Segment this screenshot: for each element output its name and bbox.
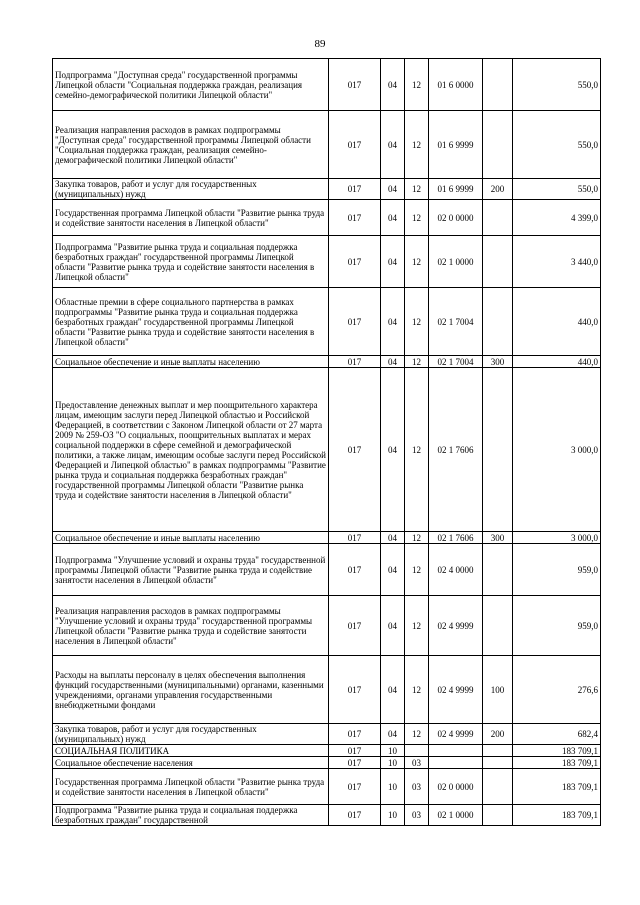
target-article-cell: 02 1 7606 [429,532,483,544]
ministry-code-cell: 017 [329,769,381,805]
table-row [53,805,601,826]
subsection-code-cell: 03 [405,769,429,805]
subsection-code-cell: 12 [405,544,429,596]
target-article-cell: 02 4 9999 [429,596,483,656]
table-row [53,544,601,596]
row-name-cell: Подпрограмма "Улучшение условий и охраны труда" государственной программы Липецкой области "Развитие рынка труда и содействие занятости населения в Липецкой области" [53,544,329,596]
row-name-cell: Реализация направления расходов в рамках подпрограммы "Улучшение условий и охраны труда" государственной программы Липецкой области "Развитие рынка труда и содействие занятости населения в Липецкой области" [53,596,329,656]
subsection-code-cell [405,745,429,757]
row-name-cell: Государственная программа Липецкой области "Развитие рынка труда и содействие занятости населения в Липецкой области" [53,769,329,805]
amount-cell: 183 709,1 [513,769,601,805]
table-row [53,368,601,532]
subsection-code-cell: 12 [405,724,429,745]
table-row [53,745,601,757]
target-article-cell: 02 1 0000 [429,805,483,826]
target-article-cell: 01 6 9999 [429,111,483,179]
target-article-cell [429,745,483,757]
ministry-code-cell: 017 [329,544,381,596]
subsection-code-cell: 12 [405,368,429,532]
subsection-code-cell: 12 [405,179,429,200]
subsection-code-cell: 12 [405,200,429,236]
section-code-cell: 10 [381,745,405,757]
subsection-code-cell: 03 [405,805,429,826]
section-code-cell: 04 [381,288,405,356]
section-code-cell: 04 [381,656,405,724]
target-article-cell: 02 0 0000 [429,200,483,236]
amount-cell: 276,6 [513,656,601,724]
ministry-code-cell: 017 [329,59,381,111]
table-row [53,59,601,111]
row-name-cell: Подпрограмма "Развитие рынка труда и социальная поддержка безработных граждан" государственной [53,805,329,826]
table-row [53,757,601,769]
target-article-cell: 02 1 7004 [429,356,483,368]
expense-type-cell: 200 [483,179,513,200]
target-article-cell: 01 6 9999 [429,179,483,200]
amount-cell: 682,4 [513,724,601,745]
expense-type-cell [483,769,513,805]
section-code-cell: 04 [381,59,405,111]
expense-type-cell: 100 [483,656,513,724]
row-name-cell: Расходы на выплаты персоналу в целях обеспечения выполнения функций государственными (муниципальными) органами, казенными учреждениями, органами управления государственными внебюджетными фондами [53,656,329,724]
amount-cell: 3 000,0 [513,368,601,532]
expense-type-cell: 300 [483,356,513,368]
subsection-code-cell: 12 [405,356,429,368]
subsection-code-cell: 12 [405,111,429,179]
page-number: 89 [314,38,326,50]
amount-cell: 183 709,1 [513,805,601,826]
section-code-cell: 04 [381,532,405,544]
expense-type-cell [483,544,513,596]
row-name-cell: Предоставление денежных выплат и мер поощрительного характера лицам, имеющим заслуги перед Липецкой областью и Российской Федерацией, в соответствии с Законом Липецкой области от 27 марта 2009 № 259-ОЗ "О социальных, поощрительных выплатах и мерах социальной поддержки в сфере семейной и демографической политики, а также лицам, имеющим особые заслуги перед Российской Федерацией и Липецкой областью" в рамках подпрограммы "Развитие рынка труда и социальная поддержка безработных граждан" государственной программы Липецкой области "Развитие рынка труда и содействие занятости населения в Липецкой области" [53,368,329,532]
table-row [53,724,601,745]
section-code-cell: 04 [381,596,405,656]
row-name-cell: Подпрограмма "Развитие рынка труда и социальная поддержка безработных граждан" государственной программы Липецкой области "Развитие рынка труда и содействие занятости населения в Липецкой области" [53,236,329,288]
amount-cell: 959,0 [513,544,601,596]
ministry-code-cell: 017 [329,745,381,757]
table-row [53,356,601,368]
table-row [53,596,601,656]
row-name-cell: Подпрограмма "Доступная среда" государственной программы Липецкой области "Социальная поддержка граждан, реализация семейно-демографической политики Липецкой области" [53,59,329,111]
expense-type-cell [483,596,513,656]
row-name-cell: Закупка товаров, работ и услуг для государственных (муниципальных) нужд [53,179,329,200]
table-row [53,200,601,236]
target-article-cell: 02 4 9999 [429,724,483,745]
table-row [53,656,601,724]
amount-cell: 959,0 [513,596,601,656]
subsection-code-cell: 12 [405,656,429,724]
expense-type-cell [483,368,513,532]
target-article-cell: 02 0 0000 [429,769,483,805]
ministry-code-cell: 017 [329,596,381,656]
subsection-code-cell: 12 [405,532,429,544]
ministry-code-cell: 017 [329,356,381,368]
section-code-cell: 04 [381,724,405,745]
amount-cell: 550,0 [513,111,601,179]
ministry-code-cell: 017 [329,179,381,200]
amount-cell: 183 709,1 [513,757,601,769]
row-name-cell: Социальное обеспечение и иные выплаты населению [53,532,329,544]
section-code-cell: 04 [381,200,405,236]
amount-cell: 4 399,0 [513,200,601,236]
amount-cell: 550,0 [513,59,601,111]
target-article-cell: 02 1 0000 [429,236,483,288]
expense-type-cell [483,111,513,179]
section-code-cell: 04 [381,368,405,532]
ministry-code-cell: 017 [329,368,381,532]
row-name-cell: Закупка товаров, работ и услуг для государственных (муниципальных) нужд [53,724,329,745]
expense-type-cell [483,236,513,288]
row-name-cell: Социальное обеспечение населения [53,757,329,769]
table-row [53,236,601,288]
table-row [53,769,601,805]
ministry-code-cell: 017 [329,757,381,769]
expense-type-cell: 200 [483,724,513,745]
ministry-code-cell: 017 [329,656,381,724]
row-name-cell: Областные премии в сфере социального партнерства в рамках подпрограммы "Развитие рынка труда и социальная поддержка безработных граждан" государственной программы Липецкой области "Развитие рынка труда и содействие занятости населения в Липецкой области" [53,288,329,356]
amount-cell: 440,0 [513,356,601,368]
ministry-code-cell: 017 [329,724,381,745]
section-code-cell: 04 [381,111,405,179]
target-article-cell: 01 6 0000 [429,59,483,111]
section-code-cell: 10 [381,769,405,805]
subsection-code-cell: 12 [405,596,429,656]
table-row [53,288,601,356]
target-article-cell: 02 1 7606 [429,368,483,532]
expense-type-cell [483,288,513,356]
expense-type-cell [483,805,513,826]
expense-type-cell [483,200,513,236]
ministry-code-cell: 017 [329,288,381,356]
amount-cell: 183 709,1 [513,745,601,757]
row-name-cell: Социальное обеспечение и иные выплаты населению [53,356,329,368]
amount-cell: 440,0 [513,288,601,356]
subsection-code-cell: 12 [405,59,429,111]
amount-cell: 550,0 [513,179,601,200]
row-name-cell: Реализация направления расходов в рамках подпрограммы "Доступная среда" государственной программы Липецкой области "Социальная поддержка граждан, реализация семейно-демографической политики Липецкой области" [53,111,329,179]
section-code-cell: 10 [381,757,405,769]
target-article-cell: 02 4 9999 [429,656,483,724]
section-code-cell: 04 [381,544,405,596]
ministry-code-cell: 017 [329,200,381,236]
table-row [53,179,601,200]
section-code-cell: 04 [381,356,405,368]
expense-type-cell [483,59,513,111]
target-article-cell [429,757,483,769]
row-name-cell: Государственная программа Липецкой области "Развитие рынка труда и содействие занятости населения в Липецкой области" [53,200,329,236]
ministry-code-cell: 017 [329,236,381,288]
subsection-code-cell: 12 [405,288,429,356]
amount-cell: 3 000,0 [513,532,601,544]
expense-type-cell: 300 [483,532,513,544]
ministry-code-cell: 017 [329,111,381,179]
expense-type-cell [483,745,513,757]
expense-type-cell [483,757,513,769]
section-code-cell: 04 [381,236,405,288]
subsection-code-cell: 03 [405,757,429,769]
table-row [53,532,601,544]
section-code-cell: 10 [381,805,405,826]
budget-table [52,58,601,826]
ministry-code-cell: 017 [329,805,381,826]
row-name-cell: СОЦИАЛЬНАЯ ПОЛИТИКА [53,745,329,757]
amount-cell: 3 440,0 [513,236,601,288]
table-row [53,111,601,179]
target-article-cell: 02 1 7004 [429,288,483,356]
subsection-code-cell: 12 [405,236,429,288]
ministry-code-cell: 017 [329,532,381,544]
section-code-cell: 04 [381,179,405,200]
target-article-cell: 02 4 0000 [429,544,483,596]
